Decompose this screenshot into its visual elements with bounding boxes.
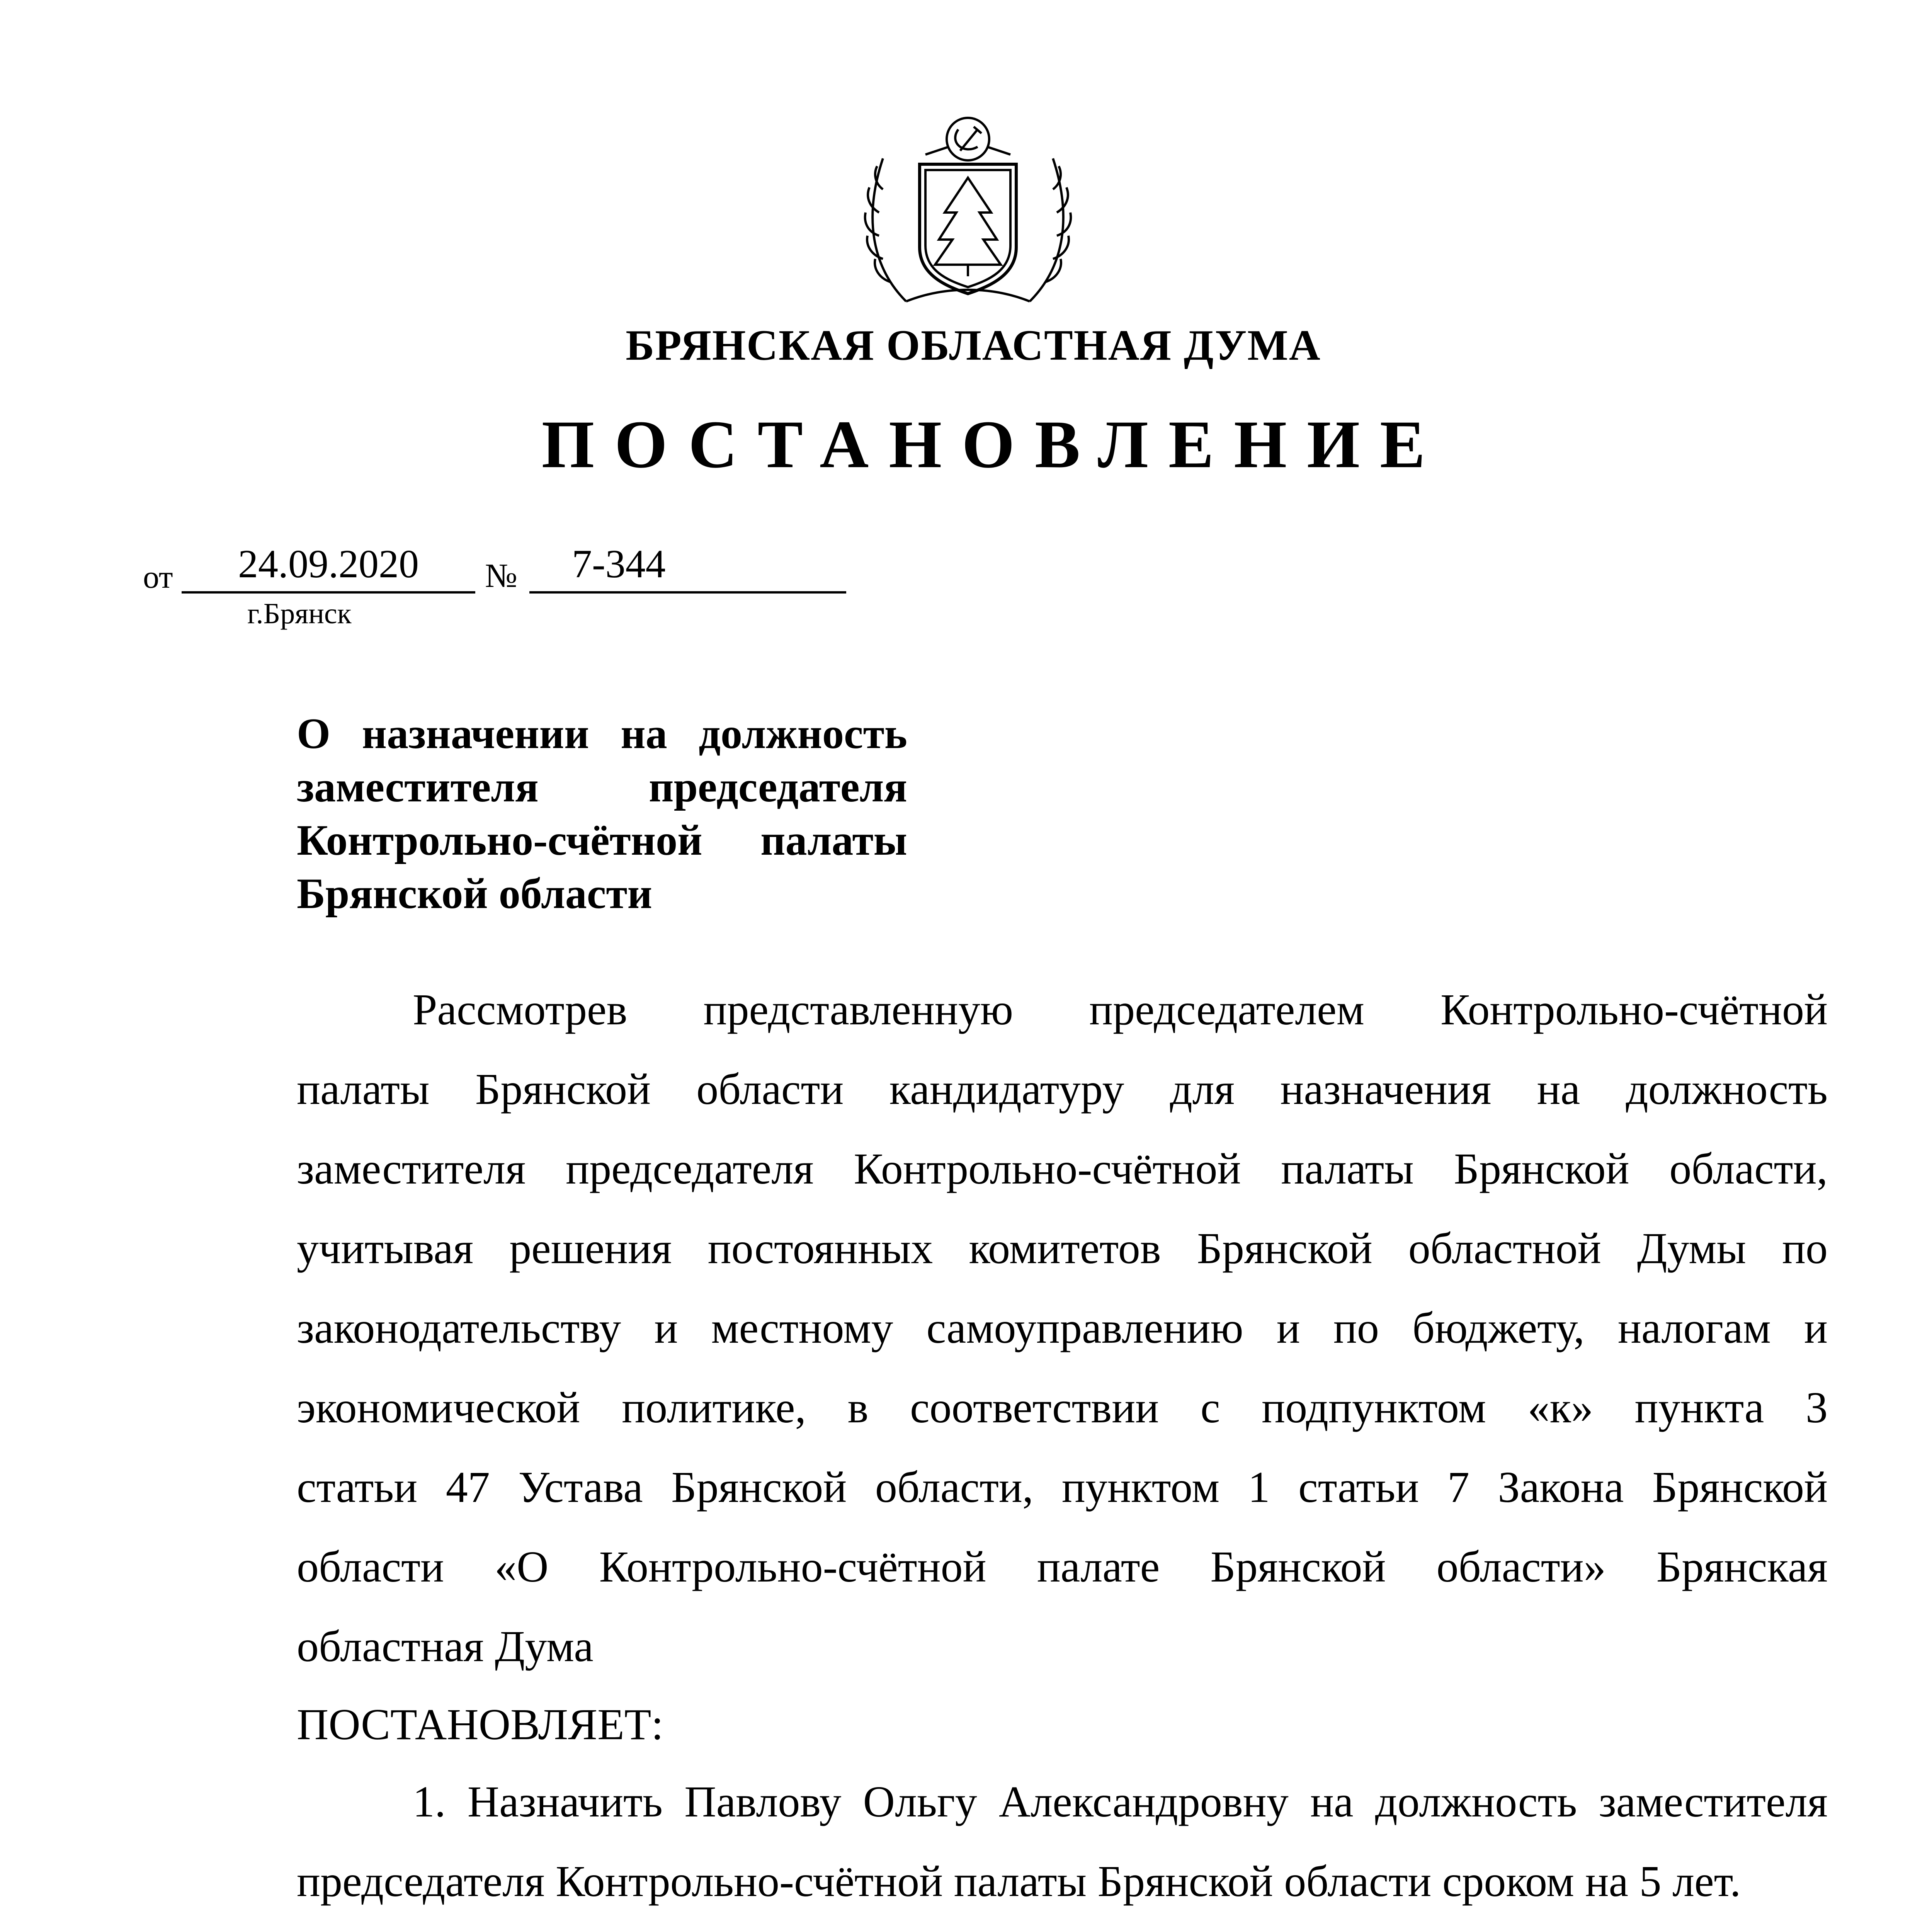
preamble-paragraph — [297, 970, 1828, 1686]
document-date: 24.09.2020 — [238, 542, 419, 586]
paragraph-line: законодательству и местному самоуправлению и по бюджету, налогам и — [297, 1303, 1828, 1352]
title-line: Контрольно-счётной палаты — [297, 816, 907, 864]
decree-item-2 — [297, 1924, 1828, 1932]
document-city: г.Брянск — [247, 597, 352, 630]
organization-name: БРЯНСКАЯ ОБЛАСТНАЯ ДУМА — [626, 321, 1321, 369]
coat-of-arms-icon — [848, 100, 1088, 317]
decree-word: ПОСТАНОВЛЯЕТ: — [297, 1700, 664, 1749]
date-from-label: от — [143, 559, 173, 595]
paragraph-line: Рассмотрев представленную председателем Контрольно-счётной — [413, 985, 1828, 1034]
title-line: Брянской области — [297, 870, 653, 918]
document-title — [297, 707, 907, 920]
item-line — [297, 1924, 1828, 1932]
number-underline — [529, 591, 846, 594]
paragraph-line: областная Дума — [297, 1622, 594, 1671]
paragraph-line: экономической политике, в соответствии с подпунктом «к» пункта 3 — [297, 1383, 1828, 1432]
paragraph-line: статьи 47 Устава Брянской области, пунктом 1 статьи 7 Закона Брянской — [297, 1463, 1828, 1512]
title-line: заместителя председателя — [297, 763, 907, 811]
number-label: № — [485, 557, 517, 595]
paragraph-line: заместителя председателя Контрольно-счётной палаты Брянской области, — [297, 1144, 1828, 1193]
title-line: О назначении на должность — [297, 710, 907, 758]
paragraph-line: палаты Брянской области кандидатуру для назначения на должность — [297, 1065, 1828, 1114]
document-type-heading: ПОСТАНОВЛЕНИЕ — [541, 407, 1446, 482]
decree-item-1 — [297, 1762, 1828, 1921]
paragraph-line: учитывая решения постоянных комитетов Брянской областной Думы по — [297, 1224, 1828, 1273]
date-underline — [182, 591, 475, 594]
coat-of-arms-emblem — [848, 100, 1088, 317]
item-line: председателя Контрольно-счётной палаты Брянской области сроком на 5 лет. — [297, 1857, 1741, 1906]
item-line: 1. Назначить Павлову Ольгу Александровну на должность заместителя — [413, 1777, 1828, 1826]
document-number: 7-344 — [572, 542, 666, 586]
paragraph-line: области «О Контрольно-счётной палате Брянской области» Брянская — [297, 1542, 1828, 1591]
